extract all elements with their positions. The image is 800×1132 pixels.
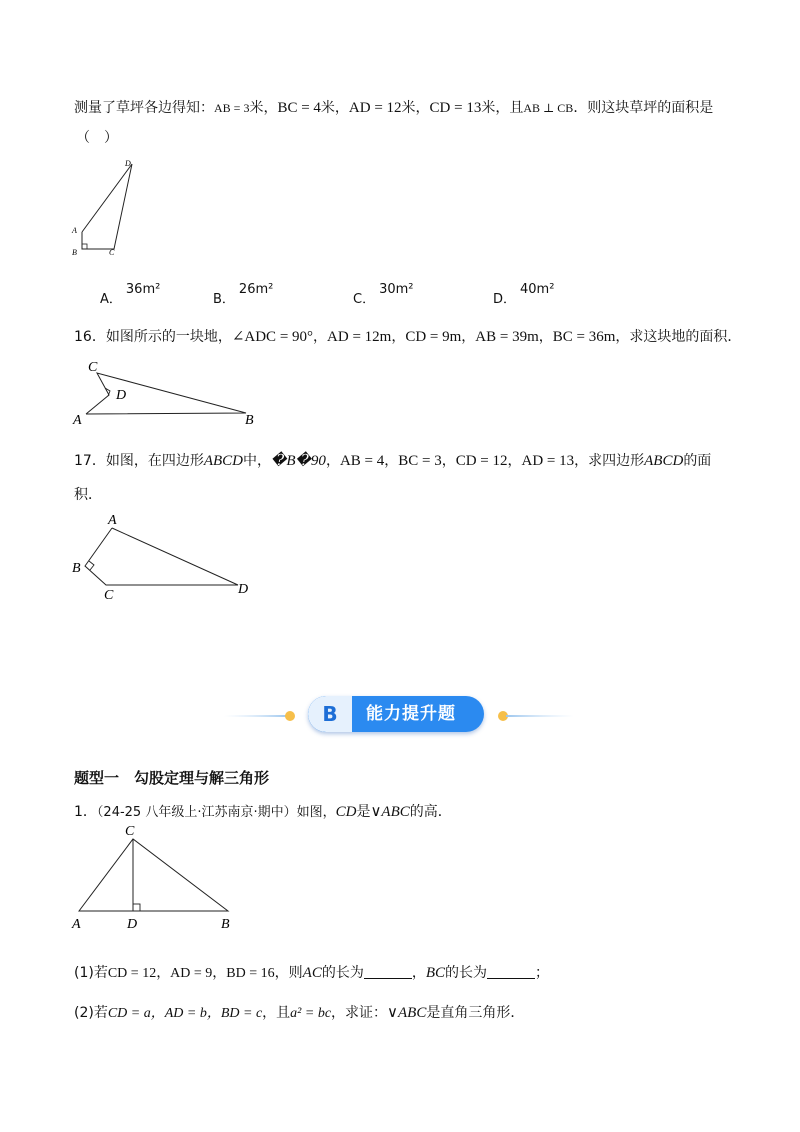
q1-label-c: C bbox=[125, 824, 135, 839]
q15-quadrilateral bbox=[82, 164, 132, 249]
q15-label-a: A bbox=[72, 226, 77, 235]
answer-blank-ac[interactable] bbox=[364, 964, 412, 979]
q17-label-c: C bbox=[104, 588, 114, 603]
q17-stem: 17．如图，在四边形ABCD中，�B�90，AB = 4，BC = 3，CD = 12，AD = 13，求四边形ABCD的面 bbox=[74, 453, 712, 469]
q17-label-d: D bbox=[238, 582, 249, 597]
q17-figure bbox=[68, 508, 278, 604]
q16-label-a: A bbox=[73, 413, 82, 428]
banner-line-left bbox=[224, 715, 288, 717]
banner-dot-left bbox=[285, 711, 295, 721]
q16-label-d: D bbox=[116, 388, 127, 403]
q15-figure bbox=[68, 155, 148, 265]
q17-label-a: A bbox=[108, 513, 117, 528]
q15-option-c[interactable]: $_{C.}$30m² bbox=[353, 282, 414, 307]
q1-triangle bbox=[79, 839, 228, 911]
q16-quadrilateral bbox=[86, 373, 246, 414]
q16-figure bbox=[64, 350, 274, 432]
q17-right-angle-mark bbox=[89, 561, 94, 570]
q1-label-b: B bbox=[221, 917, 230, 932]
q15-right-angle-mark bbox=[82, 244, 87, 249]
q15-label-d: D bbox=[125, 159, 131, 168]
q17-label-b: B bbox=[72, 561, 81, 576]
q16-stem: 16．如图所示的一块地，∠ADC = 90°，AD = 12m，CD = 9m，AB = 39m，BC = 36m，求这块地的面积． bbox=[74, 329, 742, 345]
q15-option-b[interactable]: $_{B.}$26m² bbox=[213, 282, 274, 307]
q15-answer-paren: （ ） bbox=[76, 130, 118, 146]
q15-option-d[interactable]: $_{D.}$40m² bbox=[493, 282, 555, 307]
q1-label-a: A bbox=[72, 917, 81, 932]
answer-blank-bc[interactable] bbox=[487, 964, 535, 979]
q17-stem-line2: 积． bbox=[74, 487, 102, 503]
banner-line-right bbox=[506, 715, 574, 717]
q15-stem: 测量了草坪各边得知：AB = 3米，BC = 4米，AD = 12米，CD = 13米，且AB ⊥ CB．则这块草坪的面积是 bbox=[74, 100, 714, 116]
q1-part2: (2)若CD = a，AD = b，BD = c，且a² = bc，求证：∨ABC是直角三角形． bbox=[74, 1005, 525, 1021]
q17-quadrilateral bbox=[85, 528, 238, 585]
q16-label-b: B bbox=[245, 413, 254, 428]
section-heading: 题型一 勾股定理与解三角形 bbox=[74, 769, 270, 787]
q1-stem: 1．（24-25 八年级上·江苏南京·期中）如图，CD是∨ABC的高． bbox=[74, 804, 452, 820]
q1-right-angle-mark bbox=[133, 904, 140, 911]
banner-title: 能力提升题 bbox=[366, 704, 456, 724]
q1-figure bbox=[66, 820, 246, 936]
q15-label-b: B bbox=[72, 248, 77, 257]
section-banner bbox=[308, 696, 484, 732]
banner-letter: B bbox=[308, 696, 352, 732]
q1-part1: (1)若CD = 12，AD = 9，BD = 16，则AC的长为 ，BC的长为 ； bbox=[74, 965, 549, 981]
q1-label-d: D bbox=[127, 917, 138, 932]
q15-option-a[interactable]: $_{A.}$36m² bbox=[100, 282, 161, 307]
q16-label-c: C bbox=[88, 360, 98, 375]
q15-label-c: C bbox=[109, 248, 115, 257]
